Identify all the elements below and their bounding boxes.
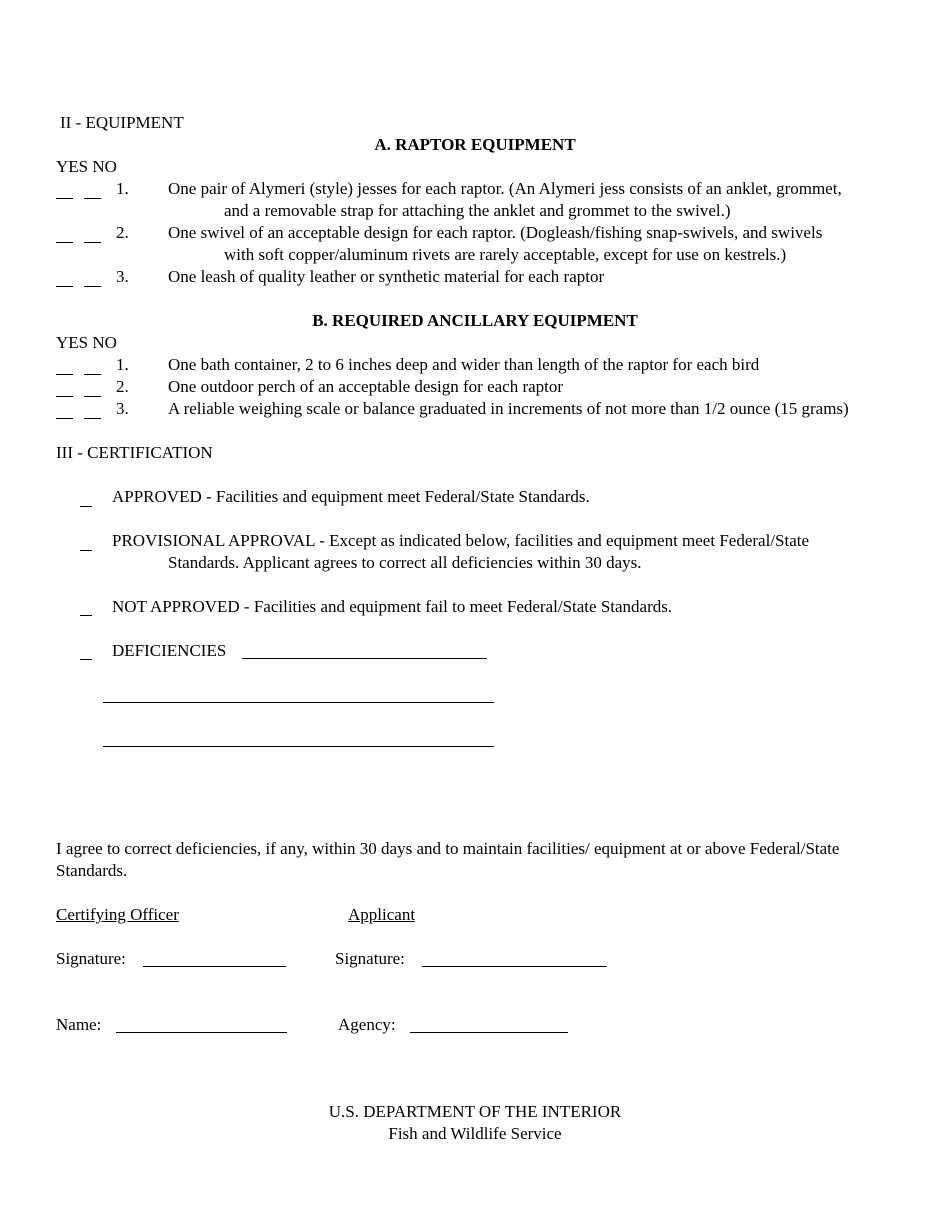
no-checkbox-line[interactable] [84, 242, 101, 243]
item-number: 1. [116, 355, 129, 374]
yes-checkbox-line[interactable] [56, 286, 73, 287]
no-checkbox-line[interactable] [84, 198, 101, 199]
agency-field[interactable] [410, 1032, 568, 1033]
provisional-option: PROVISIONAL APPROVAL - Except as indicated below, facilities and equipment meet Federal/State [112, 531, 810, 550]
item-number: 3. [116, 399, 129, 418]
item-text: One pair of Alymeri (style) jesses for each raptor. (An Alymeri jess consists of an anklet, grommet, [168, 179, 842, 198]
deficiencies-line-3[interactable] [103, 746, 494, 747]
yes-checkbox-line[interactable] [56, 418, 73, 419]
not-approved-option: NOT APPROVED - Facilities and equipment fail to meet Federal/State Standards. [112, 597, 673, 616]
item-number: 2. [116, 223, 129, 242]
agreement-text: I agree to correct deficiencies, if any, within 30 days and to maintain facilities/ equipment at or above Federal/State [56, 839, 840, 858]
footer-department: U.S. DEPARTMENT OF THE INTERIOR [328, 1102, 622, 1121]
yes-no-header: YES NO [56, 333, 117, 352]
item-text: A reliable weighing scale or balance graduated in increments of not more than 1/2 ounce (15 grams) [168, 399, 849, 418]
yes-checkbox-line[interactable] [56, 198, 73, 199]
agreement-text-continued: Standards. [56, 861, 128, 880]
approved-checkbox-line[interactable] [80, 506, 92, 507]
item-text: One bath container, 2 to 6 inches deep and wider than length of the raptor for each bird [168, 355, 760, 374]
officer-signature-field[interactable] [143, 966, 286, 967]
item-text: One outdoor perch of an acceptable design for each raptor [168, 377, 564, 396]
provisional-checkbox-line[interactable] [80, 550, 92, 551]
officer-signature-label: Signature: [56, 949, 126, 968]
ancillary-equipment-heading: B. REQUIRED ANCILLARY EQUIPMENT [312, 311, 638, 330]
no-checkbox-line[interactable] [84, 396, 101, 397]
officer-name-field[interactable] [116, 1032, 287, 1033]
footer-service: Fish and Wildlife Service [388, 1124, 562, 1143]
item-number: 3. [116, 267, 129, 286]
deficiencies-label: DEFICIENCIES [112, 641, 227, 660]
section-2-title: II - EQUIPMENT [60, 113, 184, 132]
approved-option: APPROVED - Facilities and equipment meet Federal/State Standards. [112, 487, 590, 506]
yes-checkbox-line[interactable] [56, 242, 73, 243]
deficiencies-line-2[interactable] [103, 702, 494, 703]
section-3-title: III - CERTIFICATION [56, 443, 213, 462]
certifying-officer-heading: Certifying Officer [56, 905, 179, 924]
item-text: One swivel of an acceptable design for each raptor. (Dogleash/fishing snap-swivels, and swivels [168, 223, 823, 242]
item-text-continued: and a removable strap for attaching the anklet and grommet to the swivel.) [224, 201, 731, 220]
deficiencies-checkbox-line[interactable] [80, 659, 92, 660]
yes-checkbox-line[interactable] [56, 374, 73, 375]
deficiencies-line-1[interactable] [242, 658, 487, 659]
item-text-continued: with soft copper/aluminum rivets are rarely acceptable, except for use on kestrels.) [224, 245, 787, 264]
officer-name-label: Name: [56, 1015, 102, 1034]
provisional-option-continued: Standards. Applicant agrees to correct all deficiencies within 30 days. [168, 553, 642, 572]
yes-no-header: YES NO [56, 157, 117, 176]
no-checkbox-line[interactable] [84, 374, 101, 375]
applicant-signature-label: Signature: [335, 949, 405, 968]
no-checkbox-line[interactable] [84, 418, 101, 419]
applicant-heading: Applicant [348, 905, 416, 924]
yes-checkbox-line[interactable] [56, 396, 73, 397]
raptor-equipment-heading: A. RAPTOR EQUIPMENT [374, 135, 576, 154]
item-number: 2. [116, 377, 129, 396]
item-text: One leash of quality leather or synthetic material for each raptor [168, 267, 605, 286]
item-number: 1. [116, 179, 129, 198]
not-approved-checkbox-line[interactable] [80, 615, 92, 616]
no-checkbox-line[interactable] [84, 286, 101, 287]
applicant-signature-field[interactable] [422, 966, 607, 967]
agency-label: Agency: [338, 1015, 396, 1034]
